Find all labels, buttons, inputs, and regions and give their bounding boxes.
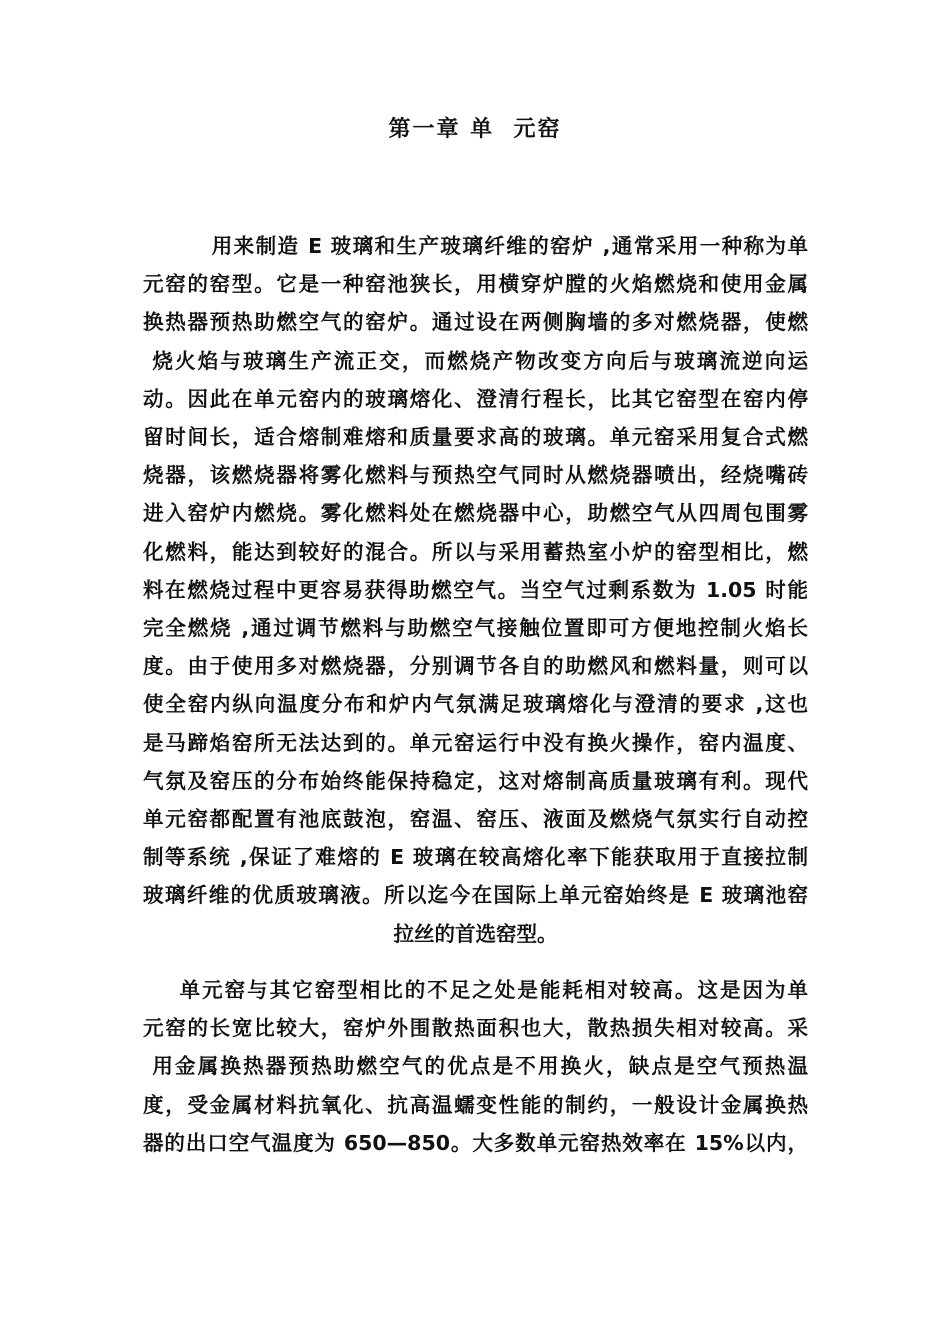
text-line: 留时间长，适合熔制难熔和质量要求高的玻璃。单元窑采用复合式燃 [143,425,808,450]
text-line: 度，受金属材料抗氧化、抗高温蠕变性能的制约，一般设计金属换热 [143,1092,808,1117]
text-line: 烧火焰与玻璃生产流正交，而燃烧产物改变方向后与玻璃流逆向运 [143,348,808,373]
text-line: 玻璃纤维的优质玻璃液。所以迄今在国际上单元窑始终是 E 玻璃池窑 [143,883,808,908]
text-line: 元窑的窑型。它是一种窑池狭长，用横穿炉膛的火焰燃烧和使用金属 [143,272,808,297]
text-line: 烧器，该燃烧器将雾化燃料与预热空气同时从燃烧器喷出，经烧嘴砖 [143,463,808,488]
text-line: 进入窑炉内燃烧。雾化燃料处在燃烧器中心，助燃空气从四周包围雾 [143,501,808,526]
text-line: 化燃料，能达到较好的混合。所以与采用蓄热室小炉的窑型相比，燃 [143,539,808,564]
text-line: 完全燃烧 ,通过调节燃料与助燃空气接触位置即可方便地控制火焰长 [143,616,808,641]
text-line: 单元窑与其它窑型相比的不足之处是能耗相对较高。这是因为单 [143,978,808,1002]
paragraph-2 [143,971,808,1162]
text-line: 制等系统 ,保证了难熔的 E 玻璃在较高熔化率下能获取用于直接拉制 [143,845,808,870]
paragraph-1 [143,227,808,953]
text-line: 气氛及窑压的分布始终能保持稳定，这对熔制高质量玻璃有利。现代 [143,768,808,793]
chapter-title: 第一章 单 元窑 [388,117,562,142]
text-line: 料在燃烧过程中更容易获得助燃空气。当空气过剩系数为 1.05 时能 [143,577,808,602]
text-line: 元窑的长宽比较大，窑炉外围散热面积也大，散热损失相对较高。采 [143,1016,808,1041]
text-line: 是马蹄焰窑所无法达到的。单元窑运行中没有换火操作，窑内温度、 [143,730,808,755]
text-line: 拉丝的首选窑型。 [393,921,558,946]
text-line: 器的出口空气温度为 650—850。大多数单元窑热效率在 15%以内， [143,1130,808,1155]
text-line: 度。由于使用多对燃烧器，分别调节各自的助燃风和燃料量，则可以 [143,654,808,679]
text-line: 用金属换热器预热助燃空气的优点是不用换火，缺点是空气预热温 [143,1054,808,1079]
text-line: 用来制造 E 玻璃和生产玻璃纤维的窑炉 ,通常采用一种称为单 [143,234,808,258]
text-line: 单元窑都配置有池底鼓泡，窑温、窑压、液面及燃烧气氛实行自动控 [143,807,808,832]
text-line: 使全窑内纵向温度分布和炉内气氛满足玻璃熔化与澄清的要求 ,这也 [143,692,808,717]
text-line: 换热器预热助燃空气的窑炉。通过设在两侧胸墙的多对燃烧器，使燃 [143,310,808,335]
text-line: 动。因此在单元窑内的玻璃熔化、澄清行程长，比其它窑型在窑内停 [143,386,808,411]
